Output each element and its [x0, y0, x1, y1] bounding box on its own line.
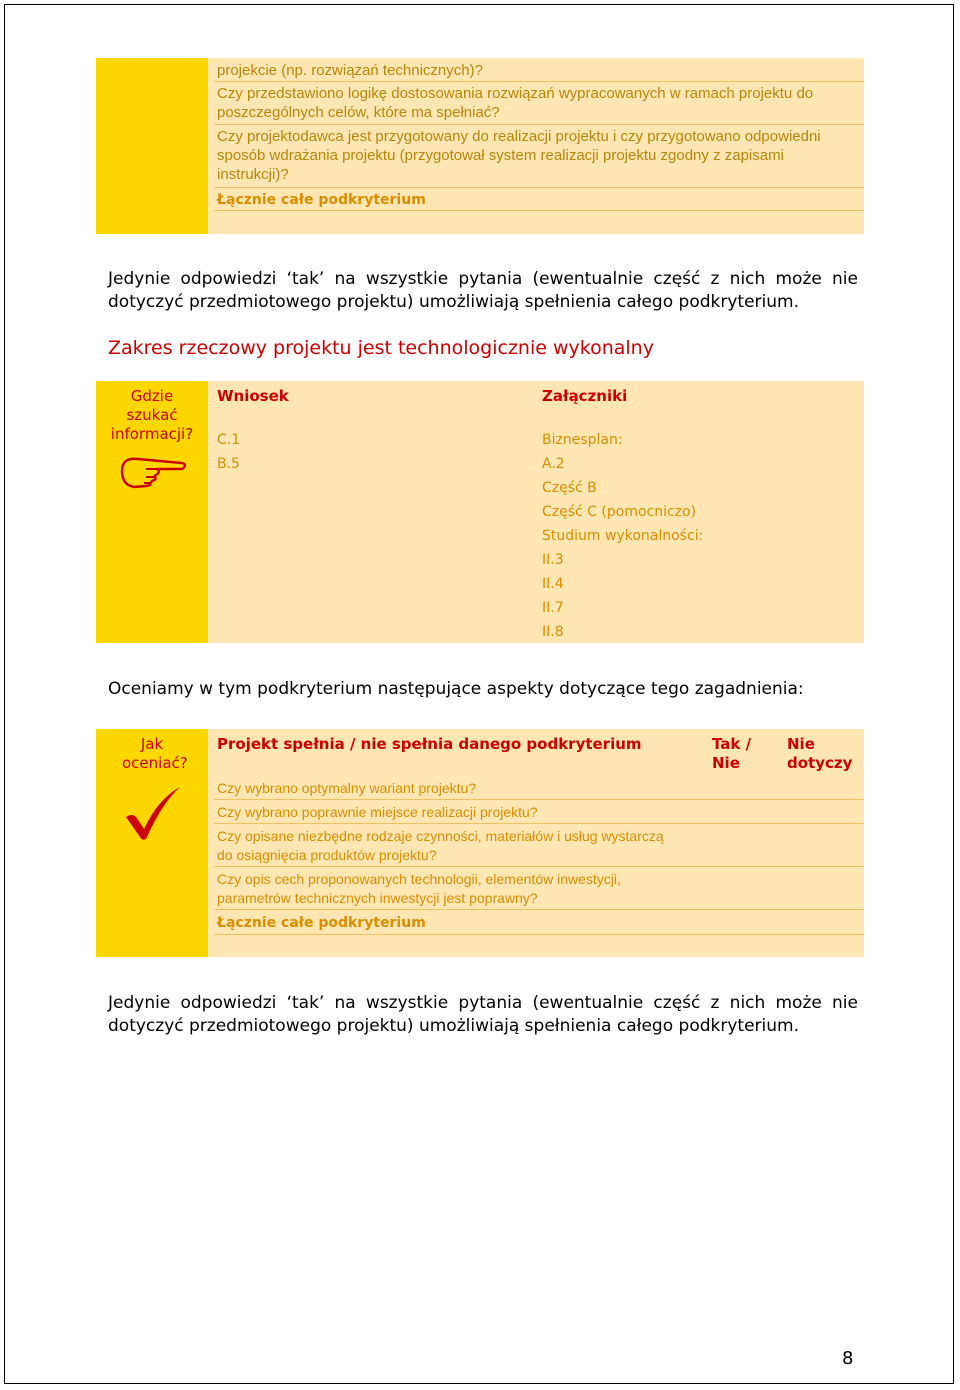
zalacznik-item: II.4	[542, 576, 564, 592]
where-label: Gdzie szukać informacji?	[110, 387, 194, 443]
zalaczniki-header: Załączniki	[542, 387, 628, 405]
assess-question: Czy wybrano optymalny wariant projektu?	[217, 780, 477, 796]
checkmark-icon	[122, 783, 184, 847]
where-to-look-box	[96, 381, 864, 643]
how-label: Jak oceniać?	[122, 735, 188, 772]
zalacznik-item: Studium wykonalności:	[542, 528, 704, 544]
how-to-assess-box	[96, 729, 864, 957]
wniosek-item: B.5	[217, 456, 240, 472]
assess-question: Czy wybrano poprawnie miejsce realizacji projektu?	[217, 804, 538, 820]
side-column	[96, 58, 208, 234]
zalacznik-item: Część B	[542, 480, 597, 496]
zalacznik-item: Biznesplan:	[542, 432, 623, 448]
assess-header: Projekt spełnia / nie spełnia danego podkryterium	[217, 735, 642, 753]
pointing-hand-icon	[116, 451, 188, 495]
nie-dotyczy-header: Nie dotyczy	[787, 735, 853, 772]
zalacznik-item: II.3	[542, 552, 564, 568]
zalacznik-item: Część C (pomocniczo)	[542, 504, 697, 520]
zalacznik-item: A.2	[542, 456, 565, 472]
page-number: 8	[842, 1348, 854, 1369]
zalacznik-item: II.8	[542, 624, 564, 640]
total-row: Łącznie całe podkryterium	[217, 192, 426, 208]
wniosek-item: C.1	[217, 432, 241, 448]
criteria-box-top	[96, 58, 864, 234]
assess-question: Czy opisane niezbędne rodzaje czynności, materiałów i usług wystarczą do osiągnięcia produktów projektu?	[217, 828, 664, 863]
question-row: projekcie (np. rozwiązań technicznych)?	[217, 62, 483, 79]
wniosek-header: Wniosek	[217, 387, 289, 405]
aspects-paragraph: Oceniamy w tym podkryterium następujące aspekty dotyczące tego zagadnienia:	[108, 679, 804, 699]
info-paragraph: Jedynie odpowiedzi ‘tak’ na wszystkie pytania (ewentualnie część z nich może nie dotyczyć przedmiotowego projektu) umożliwiają spełnienia całego podkryterium.	[108, 269, 858, 312]
question-row: Czy projektodawca jest przygotowany do realizacji projektu i czy przygotowano odpowiedni sposób wdrażania projektu (przygotował system realizacji projektu zgodny z zapisami instrukcji)?	[217, 128, 821, 183]
section-heading: Zakres rzeczowy projektu jest technologicznie wykonalny	[108, 337, 654, 359]
zalacznik-item: II.7	[542, 600, 564, 616]
question-row: Czy przedstawiono logikę dostosowania rozwiązań wypracowanych w ramach projektu do poszczególnych celów, które ma spełniać?	[217, 85, 814, 121]
assess-question: Czy opis cech proponowanych technologii, elementów inwestycji, parametrów technicznych inwestycji jest poprawny?	[217, 871, 621, 906]
total-row: Łącznie całe podkryterium	[217, 915, 426, 931]
final-paragraph: Jedynie odpowiedzi ‘tak’ na wszystkie pytania (ewentualnie część z nich może nie dotyczyć przedmiotowego projektu) umożliwiają spełnienia całego podkryterium.	[108, 993, 858, 1036]
tak-nie-header: Tak / Nie	[712, 735, 752, 772]
